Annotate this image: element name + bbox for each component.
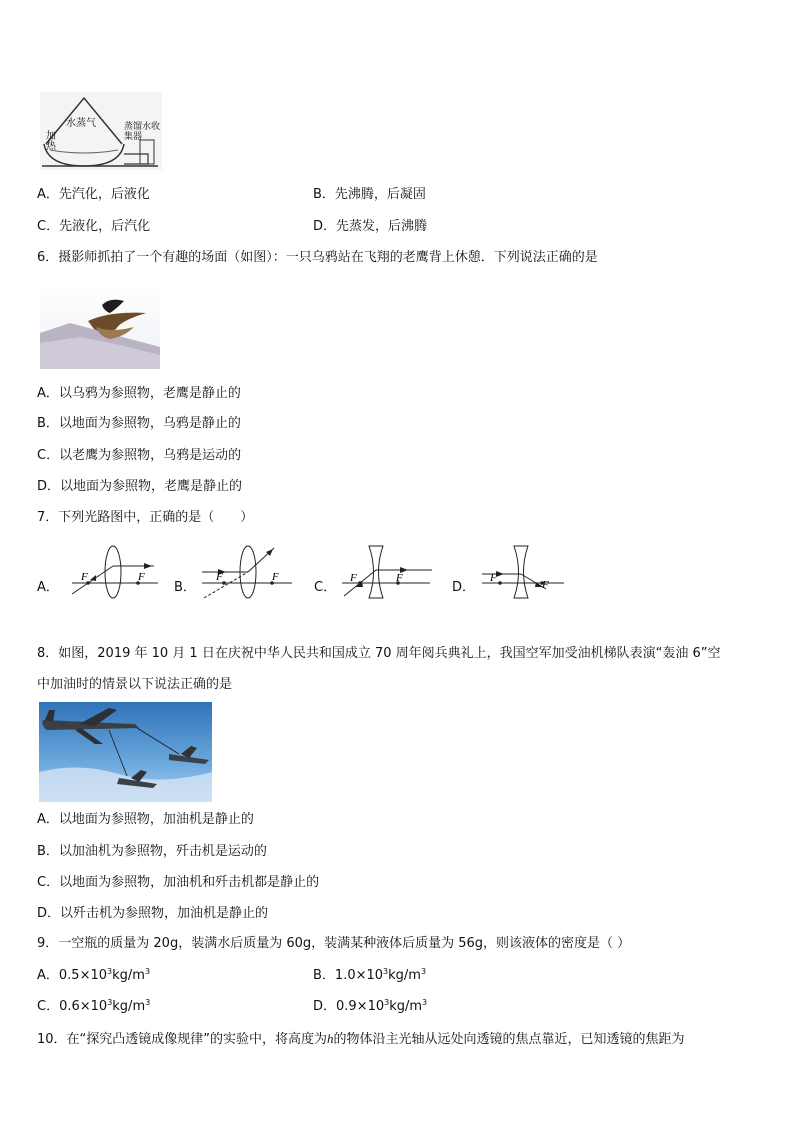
q10-stem-pre: 10．在“探究凸透镜成像规律”的实验中，将高度为 [37,1032,328,1047]
q7-diagram-d [478,544,578,600]
refueling-photo [39,702,212,802]
q9-b-unit-exp: 3 [420,967,427,976]
q6-option-b: B．以地面为参照物，乌鸦是静止的 [37,416,241,431]
q9-c-exp: 3 [107,998,113,1007]
q6-option-d: D．以地面为参照物，老鹰是静止的 [37,479,243,494]
q9-d-unit-exp: 3 [422,998,428,1007]
q8-option-c: C．以地面为参照物，加油机和歼击机都是静止的 [37,875,320,890]
q7-b-focus-right: F [272,571,279,583]
q7-a-focus-left: F [81,571,88,583]
q9-b-exp: 3 [383,967,389,976]
q7-diagram-a [66,544,166,600]
vapor-label: 水蒸气 [66,118,96,129]
q9-c-prefix: C．0.6×10 [37,999,108,1014]
eagle-crow-photo [40,283,160,369]
q9-b-prefix: B．1.0×10 [313,968,384,983]
q6-option-a: A．以乌鸦为参照物，老鹰是静止的 [37,386,241,401]
q9-option-d [313,998,427,1016]
refueling-image [39,702,212,802]
heat-label: 加热 [46,131,56,152]
q10-var-h: h [327,1031,334,1046]
q7-stem: 7．下列光路图中，正确的是（ ） [37,510,254,525]
q9-d-exp: 3 [384,998,390,1007]
q9-stem: 9．一空瓶的质量为 20g，装满水后质量为 60g，装满某种液体后质量为 56g，则该液体的密度是（ ） [37,936,631,951]
q7-diagram-c [338,544,438,600]
q7-c-focus-right: F [396,572,403,584]
q7-c-focus-left: F [350,572,357,584]
q7-d-focus-left: F [490,572,497,584]
q8-option-b: B．以加油机为参照物，歼击机是运动的 [37,844,267,859]
q9-a-unit: kg/m [112,968,145,983]
q5-option-c: C．先液化，后汽化 [37,219,151,234]
q5-option-a: A．先汽化，后液化 [37,187,150,202]
eagle-crow-image [40,283,160,369]
q9-b-unit: kg/m [388,968,421,983]
q9-option-c [37,998,150,1016]
q8-option-a: A．以地面为参照物，加油机是静止的 [37,812,254,827]
q9-option-a [37,967,150,985]
q7-diagram-b [196,544,296,600]
q6-stem: 6．摄影师抓拍了一个有趣的场面（如图）：一只乌鸦站在飞翔的老鹰背上休憩．下列说法正确的是 [37,250,598,265]
distillation-figure [40,92,162,170]
q8-stem-line1: 8．如图，2019 年 10 月 1 日在庆祝中华人民共和国成立 70 周年阅兵典礼上，我国空军加受油机梯队表演“轰油 6”空 [37,646,721,661]
collector-label: 蒸馏水收集器 [124,122,161,142]
q9-option-b [313,967,426,985]
q5-option-b: B．先沸腾，后凝固 [313,187,426,202]
q9-c-unit: kg/m [112,999,146,1014]
q7-label-d: D． [452,580,476,595]
q9-a-exp: 3 [107,967,113,976]
q7-d-focus-right: F [542,579,549,591]
q7-b-focus-left: F [216,571,223,583]
q10-stem [37,1030,685,1049]
q5-option-d: D．先蒸发，后沸腾 [313,219,428,234]
q10-stem-post: 的物体沿主光轴从远处向透镜的焦点靠近，已知透镜的焦距为 [333,1032,685,1047]
q9-d-prefix: D．0.9×10 [313,999,385,1014]
q8-stem-line2: 中加油时的情景以下说法正确的是 [37,677,233,692]
q7-label-b: B． [174,580,196,595]
q7-label-a: A． [37,580,59,595]
q6-option-c: C．以老鹰为参照物，乌鸦是运动的 [37,448,242,463]
q7-a-focus-right: F [138,571,145,583]
q7-label-c: C． [314,580,337,595]
q9-c-unit-exp: 3 [145,998,151,1007]
q9-a-unit-exp: 3 [144,967,151,976]
q9-d-unit: kg/m [389,999,423,1014]
q8-option-d: D．以歼击机为参照物，加油机是静止的 [37,906,269,921]
q9-a-prefix: A．0.5×10 [37,968,108,983]
